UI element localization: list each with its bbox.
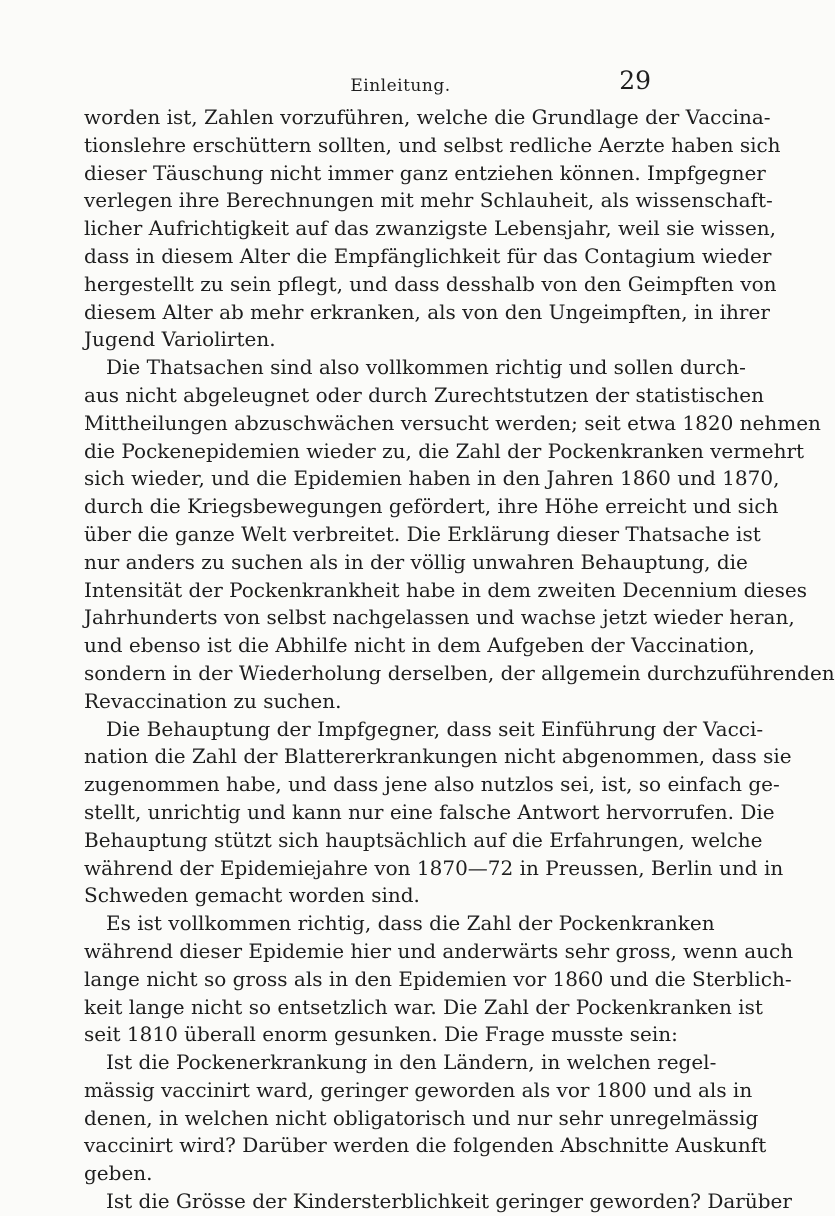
text-line: licher Aufrichtigkeit auf das zwanzigste Lebensjahr, weil sie wissen, — [84, 216, 777, 241]
text-line: Jugend Variolirten. — [84, 327, 276, 352]
text-line: nation die Zahl der Blattererkrankungen nicht abgenommen, dass sie — [84, 744, 792, 769]
text-line: vaccinirt wird? Darüber werden die folgenden Abschnitte Auskunft — [84, 1133, 767, 1158]
text-line: Revaccination zu suchen. — [84, 688, 342, 713]
text-line: sich wieder, und die Epidemien haben in den Jahren 1860 und 1870, — [84, 466, 780, 491]
text-line: Jahrhunderts von selbst nachgelassen und wachse jetzt wieder heran, — [84, 605, 795, 630]
text-line: Intensität der Pockenkrankheit habe in dem zweiten Decennium dieses — [84, 577, 808, 602]
text-line: Mittheilungen abzuschwächen versucht werden; seit etwa 1820 nehmen — [84, 410, 821, 435]
text-line: sondern in der Wiederholung derselben, der allgemein durchzuführenden — [84, 660, 835, 685]
text-line: Behauptung stützt sich hauptsächlich auf die Erfahrungen, welche — [84, 827, 763, 852]
text-line: geben. — [84, 1161, 153, 1186]
text-line: während der Epidemiejahre von 1870—72 in Preussen, Berlin und in — [84, 855, 784, 880]
text-line: hergestellt zu sein pflegt, und dass desshalb von den Geimpften von — [84, 271, 777, 296]
running-title: Einleitung. — [350, 76, 451, 96]
text-line: lange nicht so gross als in den Epidemien vor 1860 und die Sterblich- — [84, 966, 792, 991]
body-text — [84, 104, 835, 1216]
page-number: 29 — [619, 66, 651, 95]
text-line: verlegen ihre Berechnungen mit mehr Schlauheit, als wissenschaft- — [84, 188, 773, 213]
text-line: aus nicht abgeleugnet oder durch Zurechtstutzen der statistischen — [84, 382, 764, 407]
text-line: zugenommen habe, und dass jene also nutzlos sei, ist, so einfach ge- — [84, 772, 780, 797]
text-line: durch die Kriegsbewegungen gefördert, ihre Höhe erreicht und sich — [84, 494, 779, 519]
text-line: und ebenso ist die Abhilfe nicht in dem Aufgeben der Vaccination, — [84, 633, 755, 658]
text-line: Es ist vollkommen richtig, dass die Zahl der Pockenkranken — [106, 911, 715, 936]
text-line: diesem Alter ab mehr erkranken, als von den Ungeimpften, in ihrer — [84, 299, 770, 324]
text-line: Die Behauptung der Impfgegner, dass seit Einführung der Vacci- — [106, 716, 764, 741]
text-line: während dieser Epidemie hier und anderwärts sehr gross, wenn auch — [84, 938, 794, 963]
text-line: Schweden gemacht worden sind. — [84, 883, 420, 908]
text-line: seit 1810 überall enorm gesunken. Die Frage musste sein: — [84, 1022, 678, 1047]
text-line: stellt, unrichtig und kann nur eine falsche Antwort hervorrufen. Die — [84, 799, 775, 824]
text-line: nur anders zu suchen als in der völlig unwahren Behauptung, die — [84, 549, 748, 574]
running-head — [0, 66, 801, 96]
text-line: keit lange nicht so entsetzlich war. Die Zahl der Pockenkranken ist — [84, 994, 763, 1019]
text-line: denen, in welchen nicht obligatorisch und nur sehr unregelmässig — [84, 1105, 759, 1130]
text-line: tionslehre erschüttern sollten, und selbst redliche Aerzte haben sich — [84, 132, 781, 157]
text-line: Ist die Grösse der Kindersterblichkeit geringer geworden? Darüber — [106, 1189, 792, 1214]
text-line: dass in diesem Alter die Empfänglichkeit für das Contagium wieder — [84, 243, 772, 268]
text-line: über die ganze Welt verbreitet. Die Erklärung dieser Thatsache ist — [84, 521, 761, 546]
text-line: mässig vaccinirt ward, geringer geworden als vor 1800 und als in — [84, 1077, 753, 1102]
text-line: dieser Täuschung nicht immer ganz entziehen können. Impfgegner — [84, 160, 766, 185]
text-line: die Pockenepidemien wieder zu, die Zahl der Pockenkranken vermehrt — [84, 438, 805, 463]
text-line: worden ist, Zahlen vorzuführen, welche die Grundlage der Vaccina- — [84, 105, 771, 129]
text-line: Die Thatsachen sind also vollkommen richtig und sollen durch- — [106, 355, 746, 380]
text-line: Ist die Pockenerkrankung in den Ländern, in welchen regel- — [106, 1050, 717, 1075]
